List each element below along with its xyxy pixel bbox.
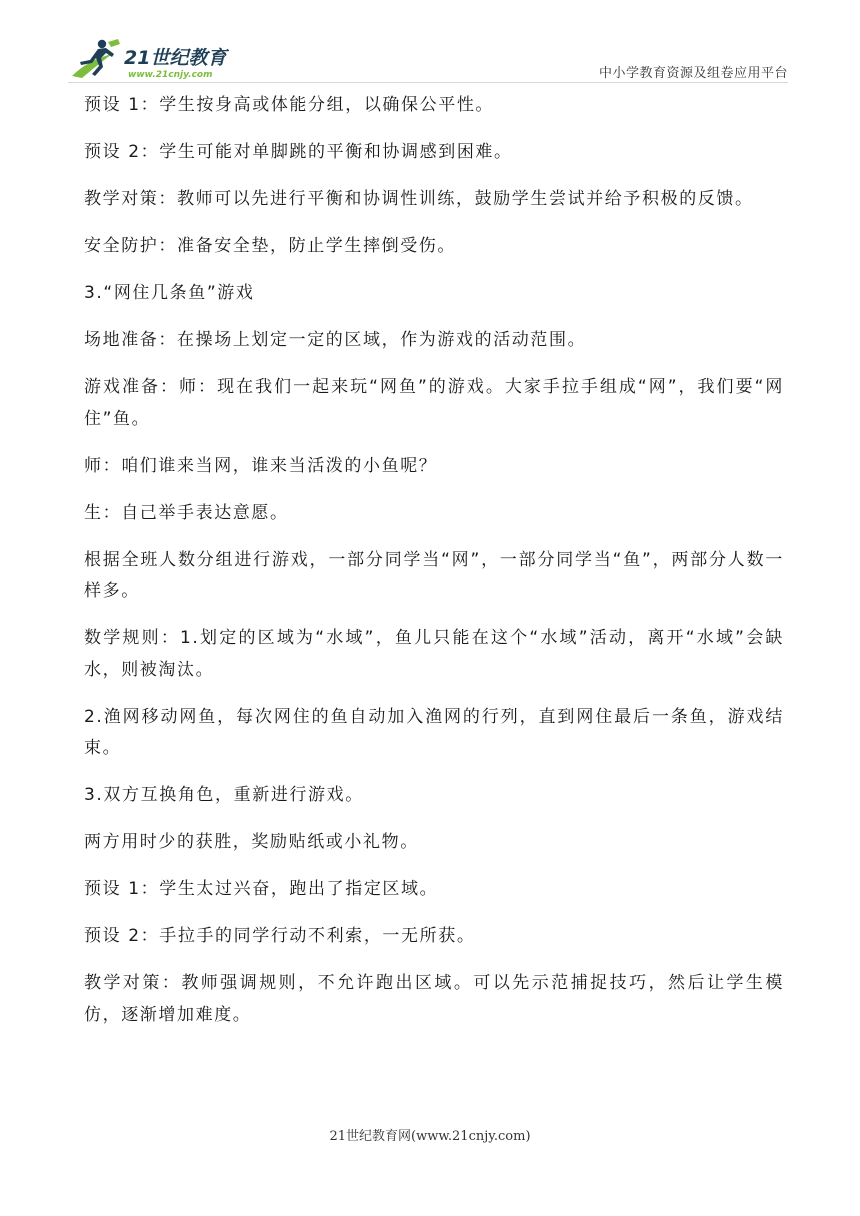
paragraph: 安全防护：准备安全垫，防止学生摔倒受伤。 [84,236,456,256]
document-body [84,90,784,1031]
paragraph: 教学对策：教师可以先进行平衡和协调性训练，鼓励学生尝试并给予积极的反馈。 [84,189,754,209]
paragraph: 预设 1：学生按身高或体能分组，以确保公平性。 [84,95,495,115]
page-header [68,36,788,83]
section-heading: 3.“网住几条鱼”游戏 [84,283,255,303]
paragraph: 预设 2：学生可能对单脚跳的平衡和协调感到困难。 [84,142,513,162]
paragraph: 预设 2：手拉手的同学行动不利索，一无所获。 [84,926,476,946]
platform-name: 中小学教育资源及组卷应用平台 [598,66,788,81]
paragraph: 教学对策：教师强调规则，不允许跑出区域。可以先示范捕捉技巧，然后让学生模仿，逐渐增加难度。 [84,973,784,1025]
paragraph: 根据全班人数分组进行游戏，一部分同学当“网”，一部分同学当“鱼”，两部分人数一样多。 [84,549,784,601]
paragraph: 2.渔网移动网鱼，每次网住的鱼自动加入渔网的行列，直到网住最后一条鱼，游戏结束。 [84,706,784,758]
paragraph: 师：咱们谁来当网，谁来当活泼的小鱼呢？ [84,455,438,476]
site-logo [68,36,243,82]
paragraph: 数学规则：1.划定的区域为“水域”，鱼儿只能在这个“水域”活动，离开“水域”会缺水，则被淘汰。 [84,628,784,680]
running-figure-logo-icon [72,39,120,78]
paragraph: 游戏准备：师：现在我们一起来玩“网鱼”的游戏。大家手拉手组成“网”，我们要“网住”鱼。 [84,377,784,429]
logo-main-text: 21世纪教育 [124,47,227,69]
page-footer: 21世纪教育网(www.21cnjy.com) [329,1129,531,1144]
paragraph: 3.双方互换角色，重新进行游戏。 [84,785,364,805]
logo-sub-text: www.21cnjy.com [128,70,213,80]
paragraph: 生：自己举手表达意愿。 [84,502,289,523]
paragraph: 两方用时少的获胜，奖励贴纸或小礼物。 [84,832,419,852]
paragraph: 场地准备：在操场上划定一定的区域，作为游戏的活动范围。 [84,330,587,350]
paragraph: 预设 1：学生太过兴奋，跑出了指定区域。 [84,879,439,899]
